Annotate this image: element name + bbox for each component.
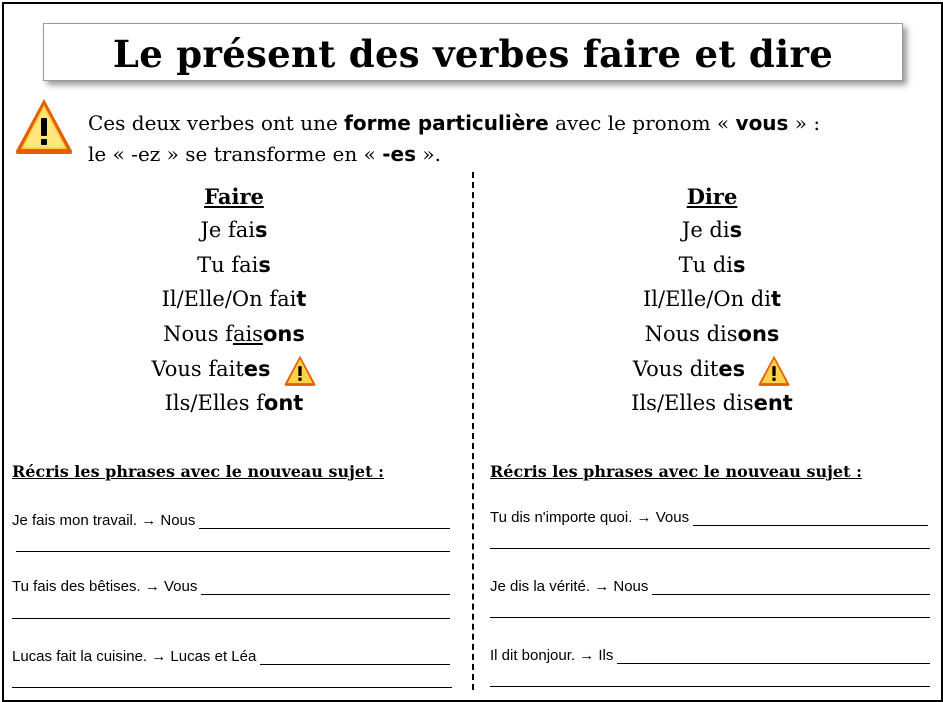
intro-text [88,108,820,170]
faire-ending: s [258,252,271,277]
answer-line[interactable] [617,649,930,664]
faire-ending: ont [263,391,304,416]
exercise-prompt: Tu fais des bêtises. → Vous [12,578,198,595]
dire-ending: s [732,252,746,277]
answer-line[interactable] [12,618,450,619]
answer-line[interactable] [652,580,930,595]
faire-stem: Il/Elle/On fai [161,287,297,312]
answer-line[interactable] [490,548,930,549]
intro-line-1 [88,108,820,139]
faire-conjugation [60,184,408,423]
exercise-prompt: Je fais mon travail. → Nous [12,512,196,529]
intro-text-part: Ces deux verbes ont une [88,111,345,135]
answer-line[interactable] [12,687,452,688]
answer-line[interactable] [490,617,930,618]
intro-bold-es: -es [382,142,416,166]
dire-conjugation [538,184,886,423]
intro-line-2 [88,139,820,170]
dire-ending: es [718,356,746,381]
intro-text-part: ». [416,142,441,166]
faire-ending: ons [262,322,305,347]
exercise-heading-left: Récris les phrases avec le nouveau sujet : [12,462,384,481]
exercise-item [12,512,450,529]
intro-bold-forme: forme particulière [344,111,549,135]
exercise-item [490,647,930,664]
page-title: Le présent des verbes faire et dire [112,32,834,76]
faire-stem: Je fai [200,218,256,242]
exercise-prompt: Je dis la vérité. → Nous [490,578,649,595]
warning-icon [283,354,317,387]
faire-row-tu [60,250,408,285]
faire-stem: Tu fai [197,252,259,277]
dire-row-ils [538,388,886,423]
dire-ending: s [729,218,743,242]
faire-ending: t [296,287,307,312]
dire-row-il [538,284,886,319]
answer-line[interactable] [199,514,450,529]
intro-text-part: avec le pronom « [548,111,736,135]
answer-line[interactable] [693,511,928,526]
dire-heading: Dire [686,184,738,209]
exercise-heading-right: Récris les phrases avec le nouveau sujet : [490,462,862,481]
faire-row-nous [60,319,408,354]
exercise-prompt: Tu dis n'importe quoi. → Vous [490,509,690,526]
faire-ending: es [243,356,271,381]
intro-text-part: le « -ez » se transforme en « [88,142,383,166]
answer-line[interactable] [201,580,450,595]
faire-row-ils [60,388,408,423]
answer-line[interactable] [16,551,450,552]
dire-row-je [538,215,886,250]
dire-stem: Vous dit [632,356,719,381]
exercise-prompt: Lucas fait la cuisine. → Lucas et Léa [12,648,257,665]
intro-bold-vous: vous [735,111,789,135]
faire-row-il [60,284,408,319]
dire-ending: ons [737,322,780,347]
faire-stem: Nous f [163,322,233,347]
faire-stem: Ils/Elles f [164,391,264,416]
title-box [43,23,903,81]
dire-stem: Il/Elle/On di [643,287,771,312]
dire-ending: t [770,287,781,312]
warning-icon [757,354,791,387]
answer-line[interactable] [260,650,450,665]
exercise-item [490,509,928,526]
faire-row-vous [60,354,408,389]
dire-row-tu [538,250,886,285]
dire-stem: Je di [681,218,730,242]
warning-icon [13,96,75,156]
dire-ending: ent [753,391,793,416]
faire-stem: Vous fait [151,356,244,381]
exercise-prompt: Il dit bonjour. → Ils [490,647,614,664]
dire-stem: Nous dis [644,322,738,347]
dire-stem: Ils/Elles dis [631,391,754,416]
answer-line[interactable] [490,686,930,687]
faire-row-je [60,215,408,250]
faire-ending: s [255,218,268,242]
exercise-item [490,578,930,595]
dire-row-vous [538,354,886,389]
dire-stem: Tu di [678,252,733,277]
column-divider [472,172,474,690]
intro-text-part: » : [788,111,821,135]
dire-row-nous [538,319,886,354]
faire-heading: Faire [204,184,264,209]
exercise-item [12,648,450,665]
exercise-item [12,578,450,595]
faire-underlined-stem: ais [232,322,263,347]
